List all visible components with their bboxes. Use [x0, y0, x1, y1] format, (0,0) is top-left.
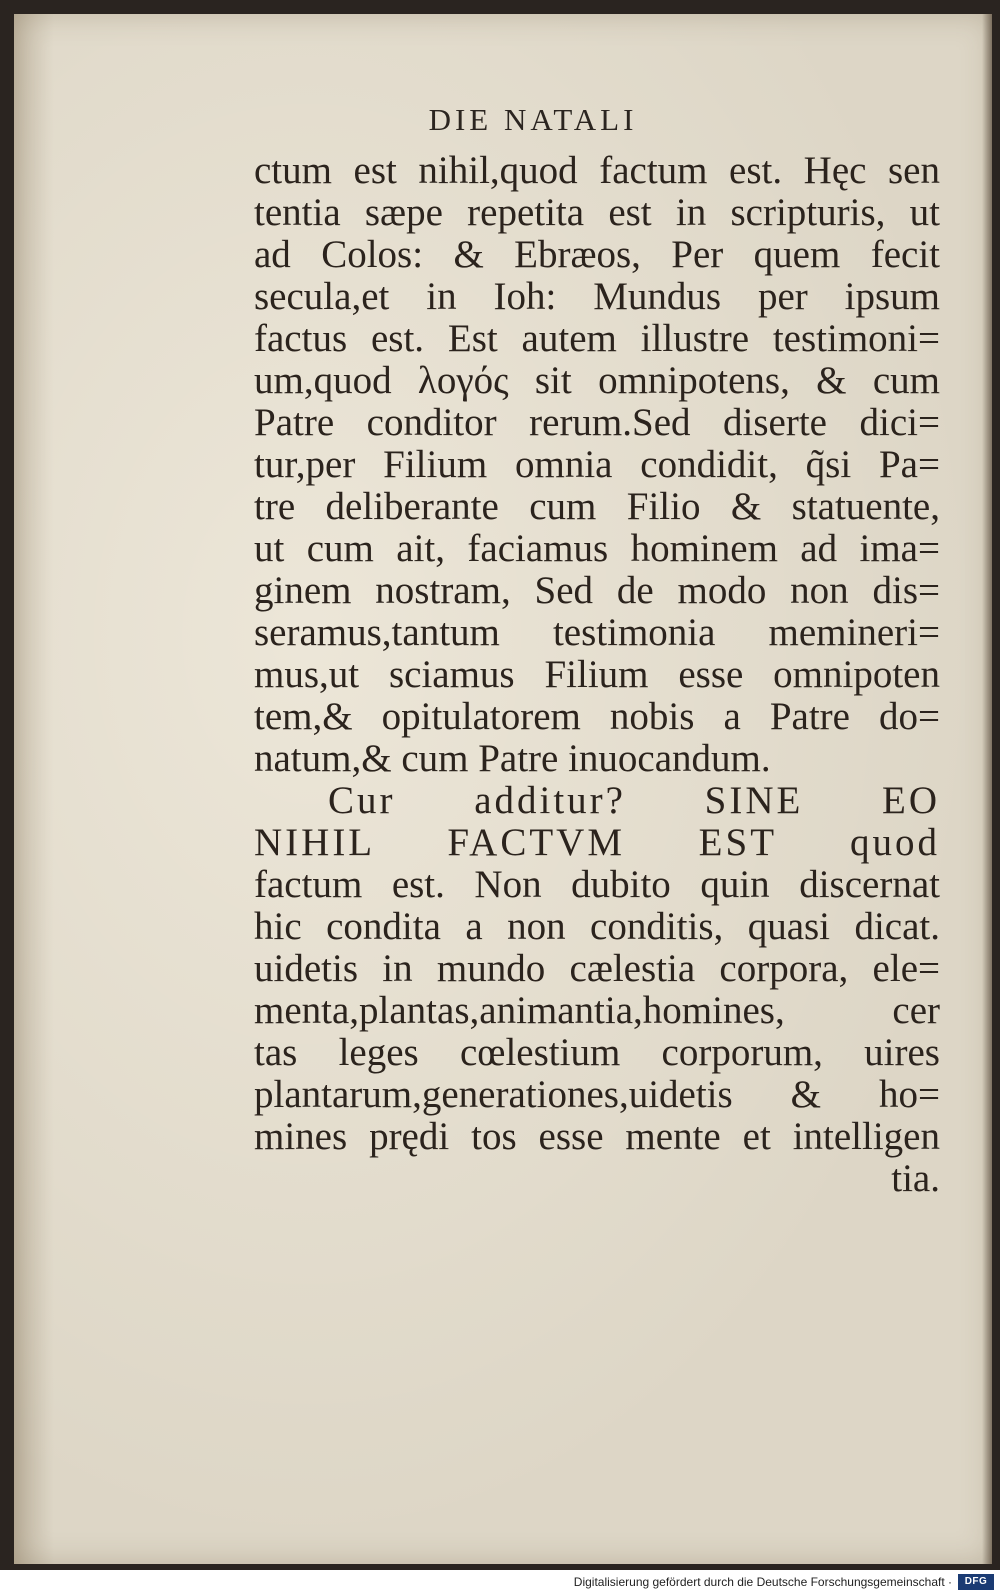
text-line: tas leges cœlestium corporum, uires — [254, 1031, 940, 1074]
text-line: tem,& opitulatorem nobis a Patre do= — [254, 695, 940, 738]
text-line: um,quod λογός sit omnipotens, & cum — [254, 359, 940, 402]
text-line: ad Colos: & Ebræos, Per quem fecit — [254, 233, 940, 276]
text-line: factum est. Non dubito quin discernat — [254, 863, 940, 906]
text-line: menta,plantas,animantia,homines, cer — [254, 989, 940, 1032]
text-line: Patre conditor rerum.Sed diserte dici= — [254, 401, 940, 444]
text-line: seramus,tantum testimonia memineri= — [254, 611, 940, 654]
text-line: secula,et in Ioh: Mundus per ipsum — [254, 275, 940, 318]
text-line: uidetis in mundo cælestia corpora, ele= — [254, 947, 940, 990]
text-line: ut cum ait, faciamus hominem ad ima= — [254, 527, 940, 570]
funding-credit: Digitalisierung gefördert durch die Deutsche Forschungsgemeinschaft · — [573, 1575, 952, 1589]
text-line: tur,per Filium omnia condidit, q̃si Pa= — [254, 443, 940, 486]
text-line: natum,& cum Patre inuocandum. — [254, 737, 771, 780]
text-line: hic condita a non conditis, quasi dicat. — [254, 905, 940, 948]
text-line: tia. — [891, 1157, 940, 1200]
text-line: NIHIL FACTVM EST quod — [254, 821, 940, 864]
dfg-logo-icon: DFG — [958, 1574, 994, 1590]
text-line: factus est. Est autem illustre testimoni= — [254, 317, 940, 360]
body-text — [254, 150, 940, 1200]
text-line: tre deliberante cum Filio & statuente, — [254, 485, 940, 528]
running-head: DIE NATALI — [428, 102, 638, 137]
text-line: mines prędi tos esse mente et intelligen — [254, 1115, 940, 1158]
text-line: plantarum,generationes,uidetis & ho= — [254, 1073, 940, 1116]
book-page — [14, 14, 992, 1564]
text-line: ginem nostram, Sed de modo non dis= — [254, 569, 940, 612]
text-line: ctum est nihil,quod factum est. Hęc sen — [254, 149, 940, 192]
page-edge-shadow — [982, 14, 992, 1564]
text-line: mus,ut sciamus Filium esse omnipoten — [254, 653, 940, 696]
digitization-footer — [0, 1570, 1000, 1596]
text-line: Cur additur? SINE EO — [328, 779, 940, 822]
text-line: tentia sæpe repetita est in scripturis, ut — [254, 191, 940, 234]
